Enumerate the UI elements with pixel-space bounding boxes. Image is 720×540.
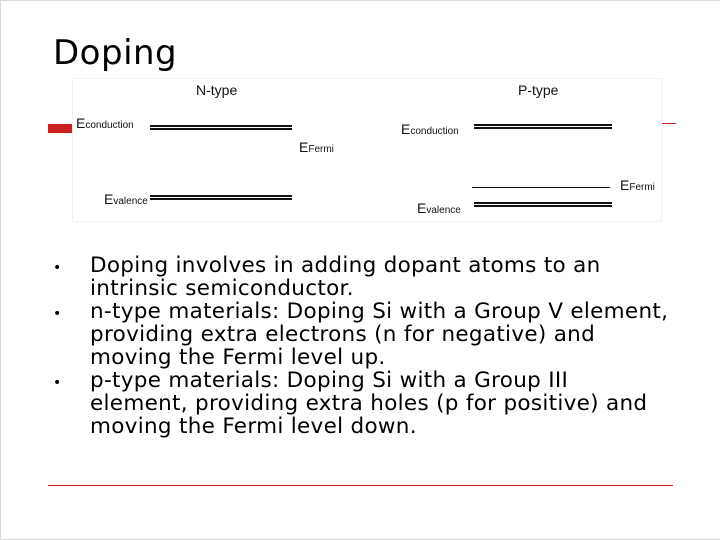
band-diagram (72, 78, 662, 222)
bullet-text: n-type materials: Doping Si with a Group V element, providing extra electrons (n for negative) and moving the Fermi level up. (90, 299, 669, 370)
p-type-valence-band (474, 202, 612, 207)
bullet-list (52, 254, 672, 438)
n-type-heading: N-type (196, 82, 238, 98)
p-type-valence-label: Evalence (417, 200, 461, 216)
n-type-valence-band (150, 195, 292, 200)
p-type-heading: P-type (518, 82, 559, 98)
bullet-item (52, 254, 672, 300)
n-type-conduction-band (150, 125, 292, 130)
bullet-item (52, 300, 672, 369)
bullet-text: Doping involves in adding dopant atoms to an intrinsic semiconductor. (90, 253, 601, 301)
p-type-conduction-label: Econduction (401, 121, 459, 137)
p-type-conduction-band (474, 124, 612, 129)
n-type-conduction-label: Econduction (76, 115, 134, 131)
n-type-fermi-label: EFermi (299, 139, 334, 155)
bullet-marker: • (53, 375, 62, 391)
bullet-item (52, 369, 672, 438)
p-type-fermi-label: EFermi (620, 177, 655, 193)
bullet-marker: • (53, 260, 62, 276)
bottom-rule (48, 485, 673, 486)
slide-border-left (0, 0, 1, 540)
bullet-marker: • (53, 306, 62, 322)
slide-title: Doping (53, 33, 178, 73)
title-accent-bar (48, 124, 74, 133)
slide-border-top (0, 0, 720, 1)
p-type-fermi-level (472, 187, 610, 188)
n-type-valence-label: Evalence (104, 191, 148, 207)
bullet-text: p-type materials: Doping Si with a Group III element, providing extra holes (p for positive) and moving the Fermi level down. (90, 368, 648, 439)
